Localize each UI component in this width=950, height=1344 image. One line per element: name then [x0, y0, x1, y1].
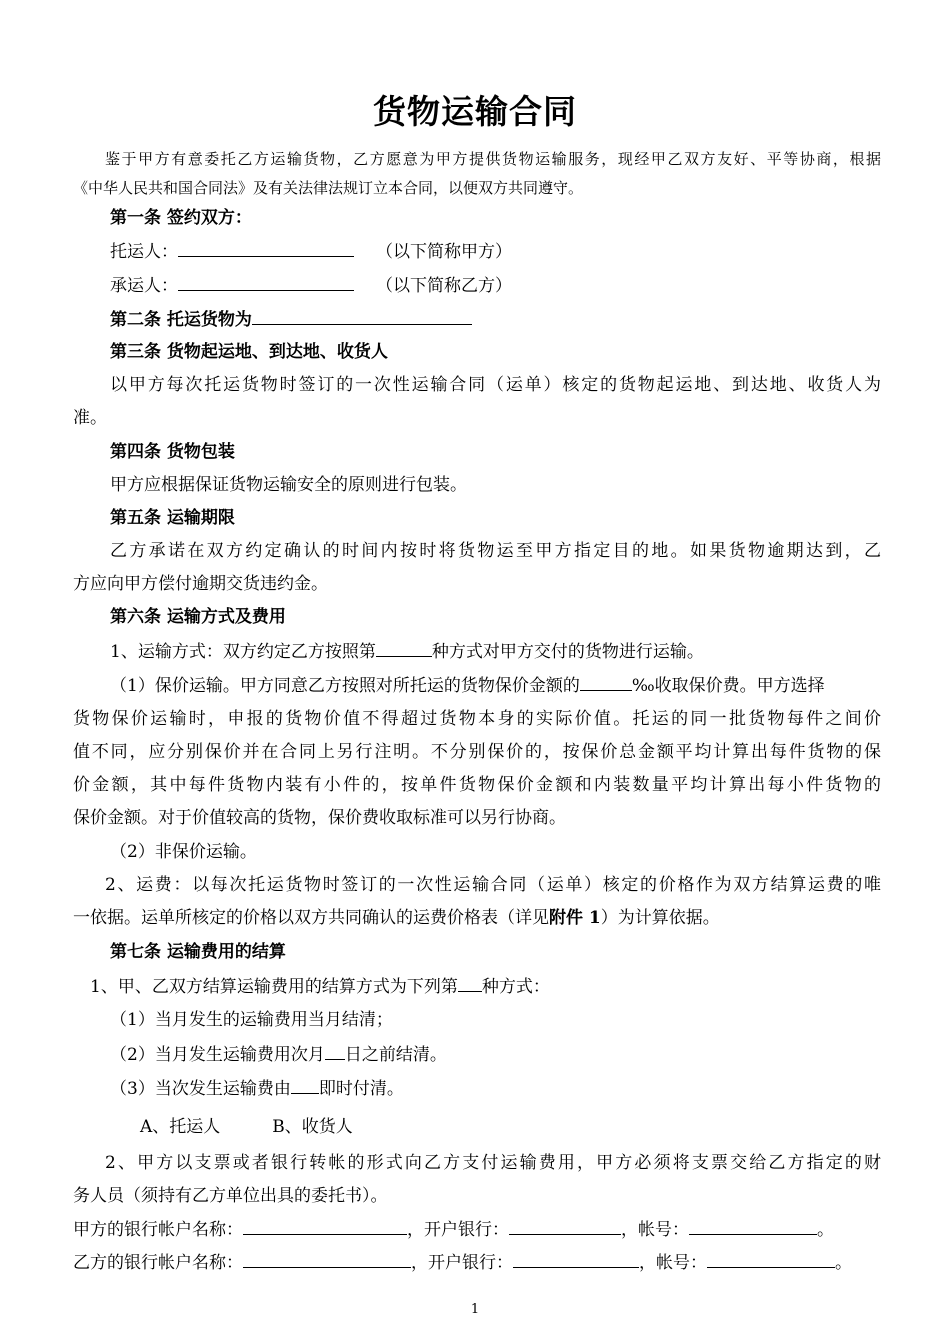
party-b-account-number-label: ，帐号：: [639, 1253, 707, 1273]
party-b-bank-row: [73, 1251, 881, 1274]
article-3-body-2: 准。: [73, 408, 107, 428]
party-b-row-end: 。: [835, 1253, 852, 1273]
insured-rate-blank[interactable]: [580, 674, 632, 691]
insured-line-1: 货物保价运输时，申报的货物价值不得超过货物本身的实际价值。托运的同一批货物每件之间价: [73, 709, 881, 729]
option-2: [110, 1043, 918, 1066]
choice-a: A、托运人: [140, 1117, 221, 1137]
option-3: [110, 1077, 918, 1100]
insured-line-4: 保价金额。对于价值较高的货物，保价费收取标准可以另行协商。: [73, 808, 566, 828]
option-2-text: （2）当月发生运输费用次月: [110, 1045, 325, 1065]
shipper-note: （以下简称甲方）: [376, 242, 512, 262]
option-3-payer-blank[interactable]: [291, 1077, 319, 1094]
article-2-heading: 第二条 托运货物为: [110, 310, 252, 330]
party-a-account-name-blank[interactable]: [243, 1218, 407, 1235]
carrier-label: 承运人：: [110, 276, 178, 296]
settlement-method-text: 1、甲、乙双方结算运输费用的结算方式为下列第: [90, 977, 458, 997]
payment-line-2: 务人员（须持有乙方单位出具的委托书）。: [73, 1186, 388, 1206]
transport-mode-row: [110, 640, 918, 663]
shipper-blank[interactable]: [178, 240, 354, 257]
article-5-body-1: 乙方承诺在双方约定确认的时间内按时将货物运至甲方指定目的地。如果货物逾期达到，乙: [110, 541, 881, 561]
carrier-blank[interactable]: [178, 274, 354, 291]
payer-choices: [140, 1116, 948, 1138]
option-3-text: （3）当次发生运输费由: [110, 1079, 291, 1099]
settlement-method-text-end: 种方式：: [481, 977, 550, 997]
fee-line-2: [73, 907, 881, 929]
insured-row: [110, 674, 918, 697]
payment-line-1: 2、甲方以支票或者银行转帐的形式向乙方支付运输费用，甲方必须将支票交给乙方指定的财: [105, 1153, 881, 1173]
carrier-row: [110, 274, 918, 297]
article-3-body-1: 以甲方每次托运货物时签订的一次性运输合同（运单）核定的货物起运地、到达地、收货人为: [110, 375, 881, 395]
option-3-text-end: 即时付清。: [318, 1079, 404, 1099]
shipper-label: 托运人：: [110, 242, 178, 262]
party-b-account-number-blank[interactable]: [707, 1251, 835, 1268]
carrier-note: （以下简称乙方）: [376, 276, 512, 296]
party-b-account-name-label: 乙方的银行帐户名称：: [73, 1253, 243, 1273]
party-a-bank-blank[interactable]: [509, 1218, 621, 1235]
article-3-heading: 第三条 货物起运地、到达地、收货人: [110, 342, 388, 362]
article-1-heading: 第一条 签约双方：: [110, 208, 252, 228]
insured-text-end: ‰收取保价费。甲方选择: [631, 676, 825, 696]
party-a-account-number-label: ，帐号：: [621, 1220, 689, 1240]
article-5-heading: 第五条 运输期限: [110, 508, 235, 528]
shipper-row: [110, 240, 918, 263]
document-title: 货物运输合同: [373, 92, 577, 131]
insured-text: （1）保价运输。甲方同意乙方按照对所托运的货物保价金额的: [110, 676, 580, 696]
fee-text: 一依据。运单所核定的价格以双方共同确认的运费价格表（详见: [73, 908, 549, 928]
choice-b: B、收货人: [272, 1117, 353, 1137]
article-4-heading: 第四条 货物包装: [110, 442, 235, 462]
party-b-bank-blank[interactable]: [513, 1251, 639, 1268]
attachment-ref: 附件 1: [549, 908, 601, 928]
option-2-day-blank[interactable]: [325, 1043, 345, 1060]
party-b-account-name-blank[interactable]: [243, 1251, 411, 1268]
settlement-method-blank[interactable]: [458, 975, 482, 992]
insured-line-2: 值不同，应分别保价并在合同上另行注明。不分别保价的，按保价总金额平均计算出每件货物的保: [73, 742, 881, 762]
settlement-method-row: [90, 975, 898, 998]
transport-mode-text-end: 种方式对甲方交付的货物进行运输。: [431, 642, 704, 662]
article-7-heading: 第七条 运输费用的结算: [110, 942, 286, 962]
option-2-text-end: 日之前结清。: [344, 1045, 447, 1065]
party-a-row-end: 。: [817, 1220, 834, 1240]
party-a-bank-row: [73, 1218, 881, 1241]
transport-mode-text: 1、运输方式：双方约定乙方按照第: [110, 642, 376, 662]
party-b-bank-label: ，开户银行：: [411, 1253, 513, 1273]
transport-mode-blank[interactable]: [376, 640, 432, 657]
article-6-heading: 第六条 运输方式及费用: [110, 607, 286, 627]
preamble-line-1: 鉴于甲方有意委托乙方运输货物，乙方愿意为甲方提供货物运输服务，现经甲乙双方友好、平等协商，根据: [105, 150, 881, 168]
goods-blank[interactable]: [252, 308, 472, 325]
fee-line-1: 2、运费：以每次托运货物时签订的一次性运输合同（运单）核定的价格作为双方结算运费的唯: [105, 875, 881, 895]
page-number: 1: [470, 1302, 480, 1317]
fee-text-end: ）为计算依据。: [600, 908, 720, 928]
preamble-line-2: 《中华人民共和国合同法》及有关法律法规订立本合同，以便双方共同遵守。: [73, 179, 584, 197]
option-1: （1）当月发生的运输费用当月结清；: [110, 1010, 393, 1030]
article-5-body-2: 方应向甲方偿付逾期交货违约金。: [73, 574, 328, 594]
insured-line-3: 价金额，其中每件货物内装有小件的，按单件货物保价金额和内装数量平均计算出每小件货物的: [73, 775, 881, 795]
article-4-body: 甲方应根据保证货物运输安全的原则进行包装。: [110, 475, 467, 495]
party-a-account-name-label: 甲方的银行帐户名称：: [73, 1220, 243, 1240]
party-a-account-number-blank[interactable]: [689, 1218, 817, 1235]
party-a-bank-label: ，开户银行：: [407, 1220, 509, 1240]
article-2-row: [110, 308, 918, 331]
non-insured-line: （2）非保价运输。: [110, 842, 257, 862]
